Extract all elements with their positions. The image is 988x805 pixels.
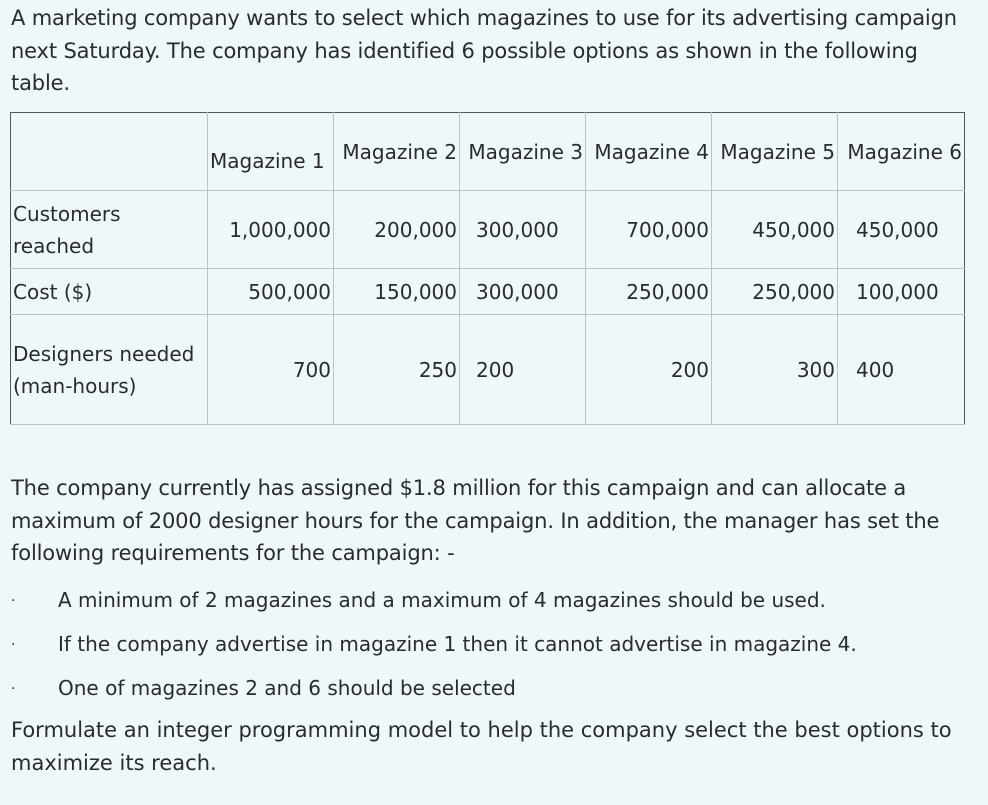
cell-designers-m3: 200 — [460, 315, 586, 425]
cell-cost-m5: 250,000 — [712, 269, 838, 315]
cell-cost-m3: 300,000 — [460, 269, 586, 315]
cell-customers-m6: 450,000 — [838, 191, 965, 269]
header-magazine-5: Magazine 5 — [712, 113, 838, 191]
bullet-icon: · — [11, 593, 16, 609]
header-magazine-6: Magazine 6 — [838, 113, 965, 191]
cell-customers-m1: 1,000,000 — [208, 191, 334, 269]
cell-customers-m3: 300,000 — [460, 191, 586, 269]
requirement-text: If the company advertise in magazine 1 then it cannot advertise in magazine 4. — [58, 632, 857, 656]
bullet-icon: · — [11, 637, 16, 653]
task-paragraph: Formulate an integer programming model to help the company select the best options to maximize its reach. — [11, 718, 952, 775]
cell-cost-m6: 100,000 — [838, 269, 965, 315]
cell-designers-m5: 300 — [712, 315, 838, 425]
table-row-cost — [11, 269, 965, 315]
table-row-customers — [11, 191, 965, 269]
requirement-text: One of magazines 2 and 6 should be selected — [58, 676, 516, 700]
intro-paragraph: A marketing company wants to select which magazines to use for its advertising campaign next Saturday. The company has identified 6 possible options as shown in the following table. — [11, 6, 957, 95]
cell-cost-m2: 150,000 — [334, 269, 460, 315]
header-magazine-1: Magazine 1 — [208, 113, 334, 191]
row-label-cost: Cost ($) — [11, 269, 208, 315]
cell-designers-m4: 200 — [586, 315, 712, 425]
budget-paragraph: The company currently has assigned $1.8 million for this campaign and can allocate a maximum of 2000 designer hours for the campaign. In addition, the manager has set the following requirements for the campaign: - — [11, 476, 940, 565]
magazine-options-table — [10, 112, 965, 425]
cell-designers-m2: 250 — [334, 315, 460, 425]
cell-cost-m4: 250,000 — [586, 269, 712, 315]
requirements-list — [11, 583, 971, 715]
requirement-text: A minimum of 2 magazines and a maximum of 4 magazines should be used. — [58, 588, 826, 612]
cell-customers-m2: 200,000 — [334, 191, 460, 269]
table-row-designers — [11, 315, 965, 425]
header-magazine-3: Magazine 3 — [460, 113, 586, 191]
header-magazine-2: Magazine 2 — [334, 113, 460, 191]
list-item — [11, 583, 971, 627]
header-corner-cell — [11, 113, 208, 191]
table-header-row — [11, 113, 965, 191]
list-item — [11, 627, 971, 671]
list-item — [11, 671, 971, 715]
cell-customers-m5: 450,000 — [712, 191, 838, 269]
cell-designers-m1: 700 — [208, 315, 334, 425]
cell-cost-m1: 500,000 — [208, 269, 334, 315]
cell-customers-m4: 700,000 — [586, 191, 712, 269]
bullet-icon: · — [11, 681, 16, 697]
row-label-customers: Customers reached — [11, 191, 208, 269]
row-label-designers: Designers needed (man-hours) — [11, 315, 208, 425]
cell-designers-m6: 400 — [838, 315, 965, 425]
header-magazine-4: Magazine 4 — [586, 113, 712, 191]
